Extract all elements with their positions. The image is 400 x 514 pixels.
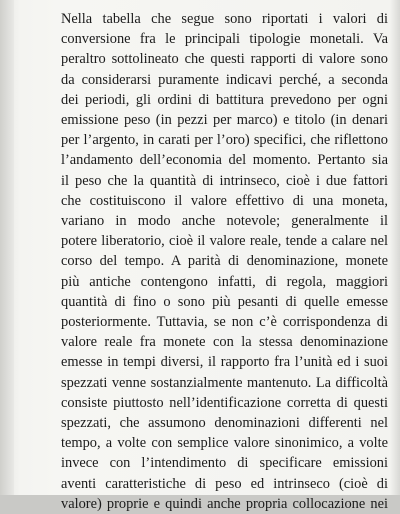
text-line: valore reale fra monete con la stessa denominazione — [61, 334, 388, 351]
text-line: dei periodi, gli ordini di battitura prevedono per ogni — [61, 91, 388, 108]
text-line: posteriormente. Tuttavia, se non c’è corrispondenza di — [61, 314, 388, 331]
text-line: Nella tabella che segue sono riportati i valori di — [61, 11, 388, 27]
text-line: valore) proprie e quindi anche propria collocazione nei — [61, 495, 388, 512]
text-line: emesse in tempi diversi, il rapporto fra l’unità ed i suoi — [61, 354, 388, 371]
text-line: quantità di fino o sono più pesanti di quelle emesse — [61, 293, 388, 310]
text-line: che costituiscono il valore effettivo di una moneta, — [61, 192, 388, 209]
text-line: conversione fra le principali tipologie monetali. Va — [61, 31, 388, 48]
text-line: più antiche contengono infatti, di regola, maggiori — [61, 273, 388, 290]
text-line: spezzati, che assumono denominazioni differenti nel — [61, 415, 388, 432]
text-line: variano in modo anche notevole; generalmente il — [61, 213, 388, 230]
text-line: il peso che la quantità di intrinseco, cioè i due fattori — [61, 172, 388, 189]
text-line: tempo, a volte con semplice valore sinonimico, a volte — [61, 435, 388, 452]
text-line: potere liberatorio, cioè il valore reale, tende a calare nel — [61, 233, 388, 250]
text-line: aventi caratteristiche di peso ed intrinseco (cioè di — [61, 475, 388, 492]
text-line: spezzati venne sostanzialmente mantenuto. La difficoltà — [61, 374, 388, 391]
page-gutter-shadow — [0, 0, 14, 495]
text-line: peraltro sottolineato che questi rapporti di valore sono — [61, 51, 388, 68]
text-line: per l’argento, in carati per l’oro) specifici, che riflettono — [61, 132, 388, 149]
text-line: consiste piuttosto nell’identificazione corretta di questi — [61, 394, 388, 411]
text-line: da considerarsi puramente indicavi perché, a seconda — [61, 71, 388, 88]
text-line: l’andamento dell’economia del momento. Pertanto sia — [61, 152, 388, 169]
text-line: invece con l’intendimento di specificare emissioni — [61, 455, 388, 472]
text-line: corso del tempo. A parità di denominazione, monete — [61, 253, 388, 270]
text-line: emissione peso (in pezzi per marco) e titolo (in denari — [61, 112, 388, 129]
body-paragraph — [61, 9, 388, 514]
